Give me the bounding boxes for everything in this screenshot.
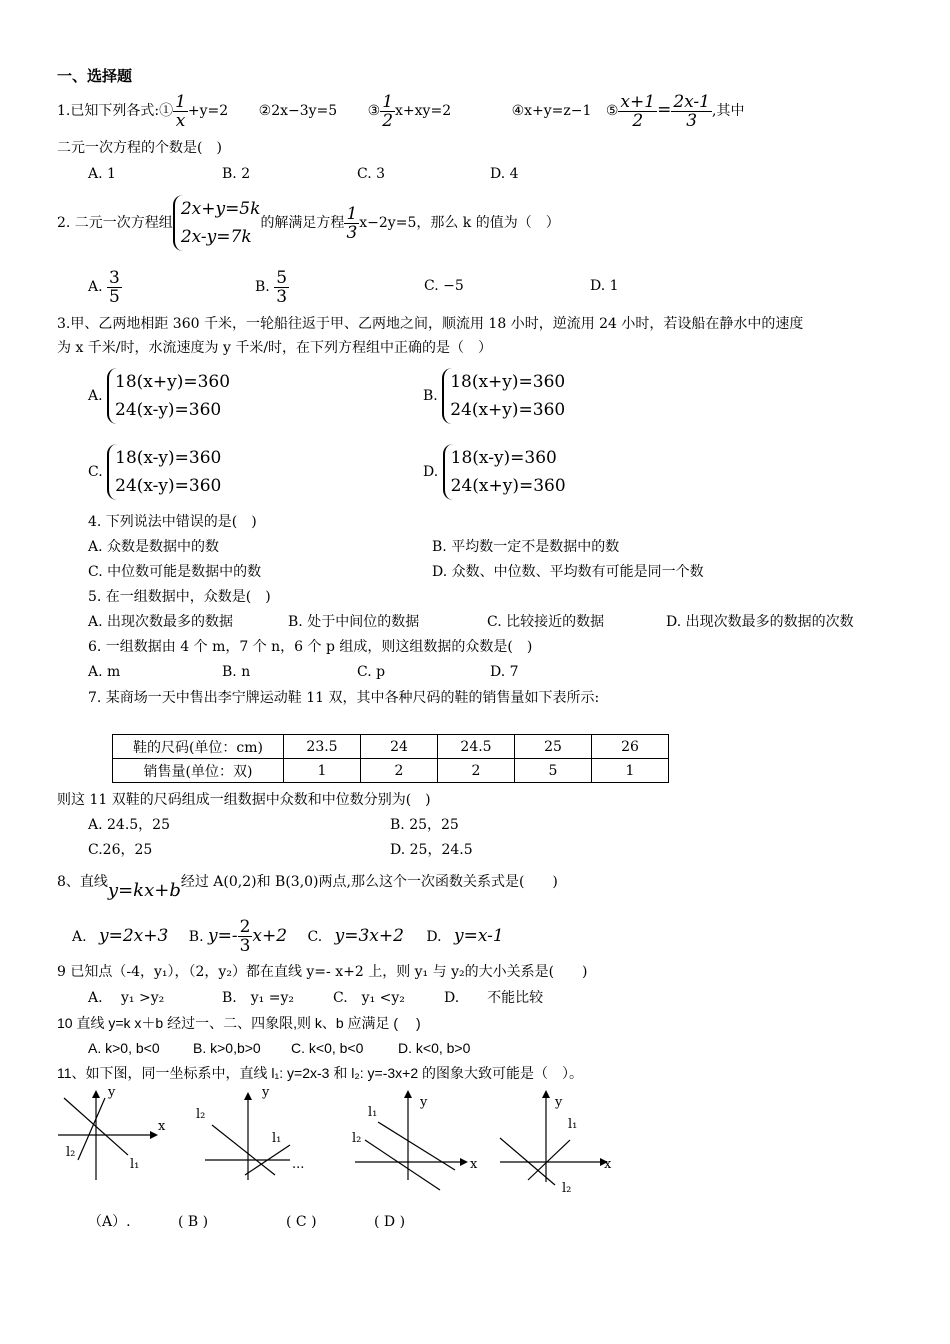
q7-opt-c: C.26，25 [88, 842, 153, 858]
q1-e4: ④x+y=z−1 [511, 103, 592, 119]
q8-opt-d: y=x-1 [454, 926, 504, 946]
q2-frac: $\frac{1}{3}$ [346, 203, 358, 243]
q7-opt-d: D. 25，24.5 [390, 842, 473, 858]
q1-e3-pre: ③ [367, 103, 381, 119]
q8-expr: y=kx+b [107, 880, 181, 901]
graph-c-line-l1 [378, 1122, 455, 1170]
graph-c-y-arrow [404, 1090, 412, 1098]
graph-a-line-l2 [78, 1098, 105, 1160]
q9-opt-c: C. y₁ <y₂ [333, 990, 405, 1006]
graph-d-line-l1 [528, 1140, 570, 1180]
graph-c-x-arrow [460, 1158, 468, 1166]
table-cell: 26 [592, 735, 669, 759]
q7-stem: 7. 某商场一天中售出李宁牌运动鞋 11 双，其中各种尺码的鞋的销售量如下表所示: [88, 690, 600, 706]
q1-prefix: 1.已知下列各式:① [57, 103, 174, 119]
q10-opt-b: B. k>0,b>0 [193, 1040, 261, 1056]
q5-opt-b: B. 处于中间位的数据 [288, 614, 420, 630]
q8-line1 [57, 864, 558, 899]
table-cell: 2 [438, 759, 515, 783]
q2-opt-c: C. −5 [424, 278, 464, 294]
q10-opt-c: C. k<0, b<0 [291, 1040, 364, 1056]
q8-opt-b-label: B. [188, 929, 204, 945]
table-cell: 5 [515, 759, 592, 783]
q1-e1: +y=2 [187, 103, 229, 119]
q2-rest: x−2y=5，那么 k 的值为（ ） [359, 215, 560, 231]
q7-opt-a: A. 24.5，25 [88, 817, 170, 833]
q1-e3: x+xy=2 [395, 103, 452, 119]
q1-frac3: $\frac{1}{2}$ [382, 91, 394, 131]
q1-frac1: $\frac{1}{x}$ [175, 91, 186, 131]
graph-d-x-label: x [604, 1157, 612, 1172]
q1-frac5b: $\frac{2x-1}{3}$ [673, 91, 710, 131]
q2-mid: 的解满足方程 [260, 215, 345, 231]
table-cell: 24 [361, 735, 438, 759]
q11-opt-d: ( D ) [374, 1214, 406, 1230]
table-cell: 25 [515, 735, 592, 759]
graph-c-line-l2 [365, 1140, 440, 1190]
q1-opt-a: A. 1 [88, 166, 116, 182]
q6-opt-c: C. p [357, 664, 386, 680]
q5-opt-c: C. 比较接近的数据 [487, 614, 605, 630]
table-row [113, 735, 669, 759]
graph-a-y-arrow [92, 1090, 100, 1098]
q1-line1 [57, 92, 744, 130]
q8-opt-d-label: D. [426, 929, 442, 945]
q10-opt-d: D. k<0, b>0 [398, 1040, 471, 1056]
table-row [113, 759, 669, 783]
graph-a-y-label: y [108, 1085, 116, 1100]
q1-e2: ②2x−3y=5 [258, 103, 338, 119]
q4-stem: 4. 下列说法中错误的是( ) [88, 514, 257, 530]
graph-a-l2-label: l₂ [66, 1145, 76, 1160]
q3-opt-a: A. 18(x+y)=360 24(x-y)=360 [88, 368, 230, 424]
q2-prefix: 2. 二元一次方程组 [57, 215, 173, 231]
q11-opt-c: ( C ) [286, 1214, 317, 1230]
table-cell: 销售量(单位：双) [113, 759, 284, 783]
q2-opt-b: B. $\frac{5}{3}$ [255, 267, 288, 307]
graph-d-l1-label: l₁ [568, 1117, 578, 1132]
graph-c-x-label: x [470, 1157, 478, 1172]
table-cell: 鞋的尺码(单位：cm) [113, 735, 284, 759]
shoe-size-table [112, 734, 669, 783]
q1-opt-c: C. 3 [357, 166, 386, 182]
q8-prefix: 8、直线 [57, 874, 108, 890]
graph-b-line-l2 [212, 1125, 275, 1175]
q8-opt-a: y=2x+3 [99, 926, 169, 946]
q3-opt-c: C. 18(x-y)=360 24(x-y)=360 [88, 444, 221, 500]
q4-opt-b: B. 平均数一定不是数据中的数 [432, 539, 620, 555]
graph-d-y-arrow [542, 1090, 550, 1098]
q6-stem: 6. 一组数据由 4 个 m，7 个 n，6 个 p 组成，则这组数据的众数是( ) [88, 639, 533, 655]
graph-b-y-arrow [244, 1092, 252, 1100]
q11-graphs [0, 1080, 950, 1220]
graph-c-l2-label: l₂ [352, 1131, 362, 1146]
q5-stem: 5. 在一组数据中，众数是( ) [88, 589, 271, 605]
q1-opt-d: D. 4 [490, 166, 519, 182]
graph-d-y-label: y [555, 1095, 563, 1110]
table-cell: 24.5 [438, 735, 515, 759]
q1-line2: 二元一次方程的个数是( ) [57, 140, 222, 156]
q2-line1 [57, 195, 560, 251]
q1-suffix: ,其中 [712, 103, 745, 119]
q6-opt-b: B. n [222, 664, 251, 680]
q8-options [72, 914, 504, 959]
q11-opt-a: （A）. [88, 1214, 131, 1230]
q4-opt-d: D. 众数、中位数、平均数有可能是同一个数 [432, 564, 704, 580]
q7-line2: 则这 11 双鞋的尺码组成一组数据中众数和中位数分别为( ) [57, 792, 431, 808]
q4-opt-c: C. 中位数可能是数据中的数 [88, 564, 262, 580]
q5-opt-d: D. 出现次数最多的数据的次数 [666, 614, 854, 630]
table-cell: 2 [361, 759, 438, 783]
q8-opt-b: y=- $\frac{2}{3}$ x+2 [207, 917, 288, 956]
graph-c-l1-label: l₁ [368, 1105, 378, 1120]
q8-opt-c: y=3x+2 [334, 926, 404, 946]
q3-line2: 为 x 千米/时，水流速度为 y 千米/时，在下列方程组中正确的是（ ） [57, 340, 493, 356]
graph-d-l2-label: l₂ [562, 1181, 572, 1196]
graph-c-y-label: y [420, 1095, 428, 1110]
graph-a-l1-label: l₁ [130, 1157, 140, 1172]
q11-stem: 11、如下图，同一坐标系中，直线 l₁: y=2x-3 和 l₂: y=-3x+2 的图象大致可能是（ ）。 [57, 1065, 584, 1081]
q2-opt-d: D. 1 [590, 278, 619, 294]
q1-frac5a: $\frac{x+1}{2}$ [620, 91, 656, 131]
q10-opt-a: A. k>0, b<0 [88, 1040, 160, 1056]
q2-opt-a: A. $\frac{3}{5}$ [88, 267, 120, 307]
table-cell: 1 [592, 759, 669, 783]
graph-a-x-arrow [150, 1131, 158, 1139]
q3-line1: 3.甲、乙两地相距 360 千米，一轮船往返于甲、乙两地之间，顺流用 18 小时，逆流用 24 小时，若设船在静水中的速度 [57, 316, 804, 332]
q9-opt-b: B. y₁ =y₂ [222, 990, 294, 1006]
q6-opt-a: A. m [88, 664, 121, 680]
q9-opt-a: A. y₁ >y₂ [88, 990, 165, 1006]
q7-opt-b: B. 25，25 [390, 817, 459, 833]
q3-opt-b: B. 18(x+y)=360 24(x+y)=360 [423, 368, 565, 424]
graph-b-y-label: y [262, 1085, 270, 1100]
q8-rest: 经过 A(0,2)和 B(3,0)两点,那么这个一次函数关系式是( ) [180, 874, 558, 890]
q8-opt-c-label: C. [307, 929, 323, 945]
q11-opt-b: ( B ) [178, 1214, 209, 1230]
graph-b-l2-label: l₂ [196, 1107, 206, 1122]
graph-a-x-label: x [158, 1119, 166, 1134]
q9-stem: 9 已知点（-4，y₁），（2，y₂）都在直线 y=- x+2 上，则 y₁ 与 y₂的大小关系是( ) [57, 964, 588, 980]
graph-b-l1-label: l₁ [272, 1131, 282, 1146]
table-cell: 1 [284, 759, 361, 783]
q6-opt-d: D. 7 [490, 664, 519, 680]
q2-system: 2x+y=5k 2x-y=7k [173, 195, 261, 251]
q4-opt-a: A. 众数是数据中的数 [88, 539, 220, 555]
q1-eq: = [657, 100, 672, 120]
q5-opt-a: A. 出现次数最多的数据 [88, 614, 234, 630]
table-cell: 23.5 [284, 735, 361, 759]
section-title: 一、选择题 [57, 67, 133, 85]
q8-opt-a-label: A. [72, 929, 87, 945]
q1-e5-pre: ⑤ [605, 103, 619, 119]
q3-opt-d: D. 18(x-y)=360 24(x+y)=360 [423, 444, 566, 500]
graph-b-stray-mark: ... [292, 1157, 305, 1172]
q9-opt-d: D. 不能比较 [444, 990, 544, 1006]
q1-opt-b: B. 2 [222, 166, 251, 182]
q10-stem: 10 直线 y=k x＋b 经过一、二、四象限,则 k、b 应满足 ( ) [57, 1015, 421, 1031]
